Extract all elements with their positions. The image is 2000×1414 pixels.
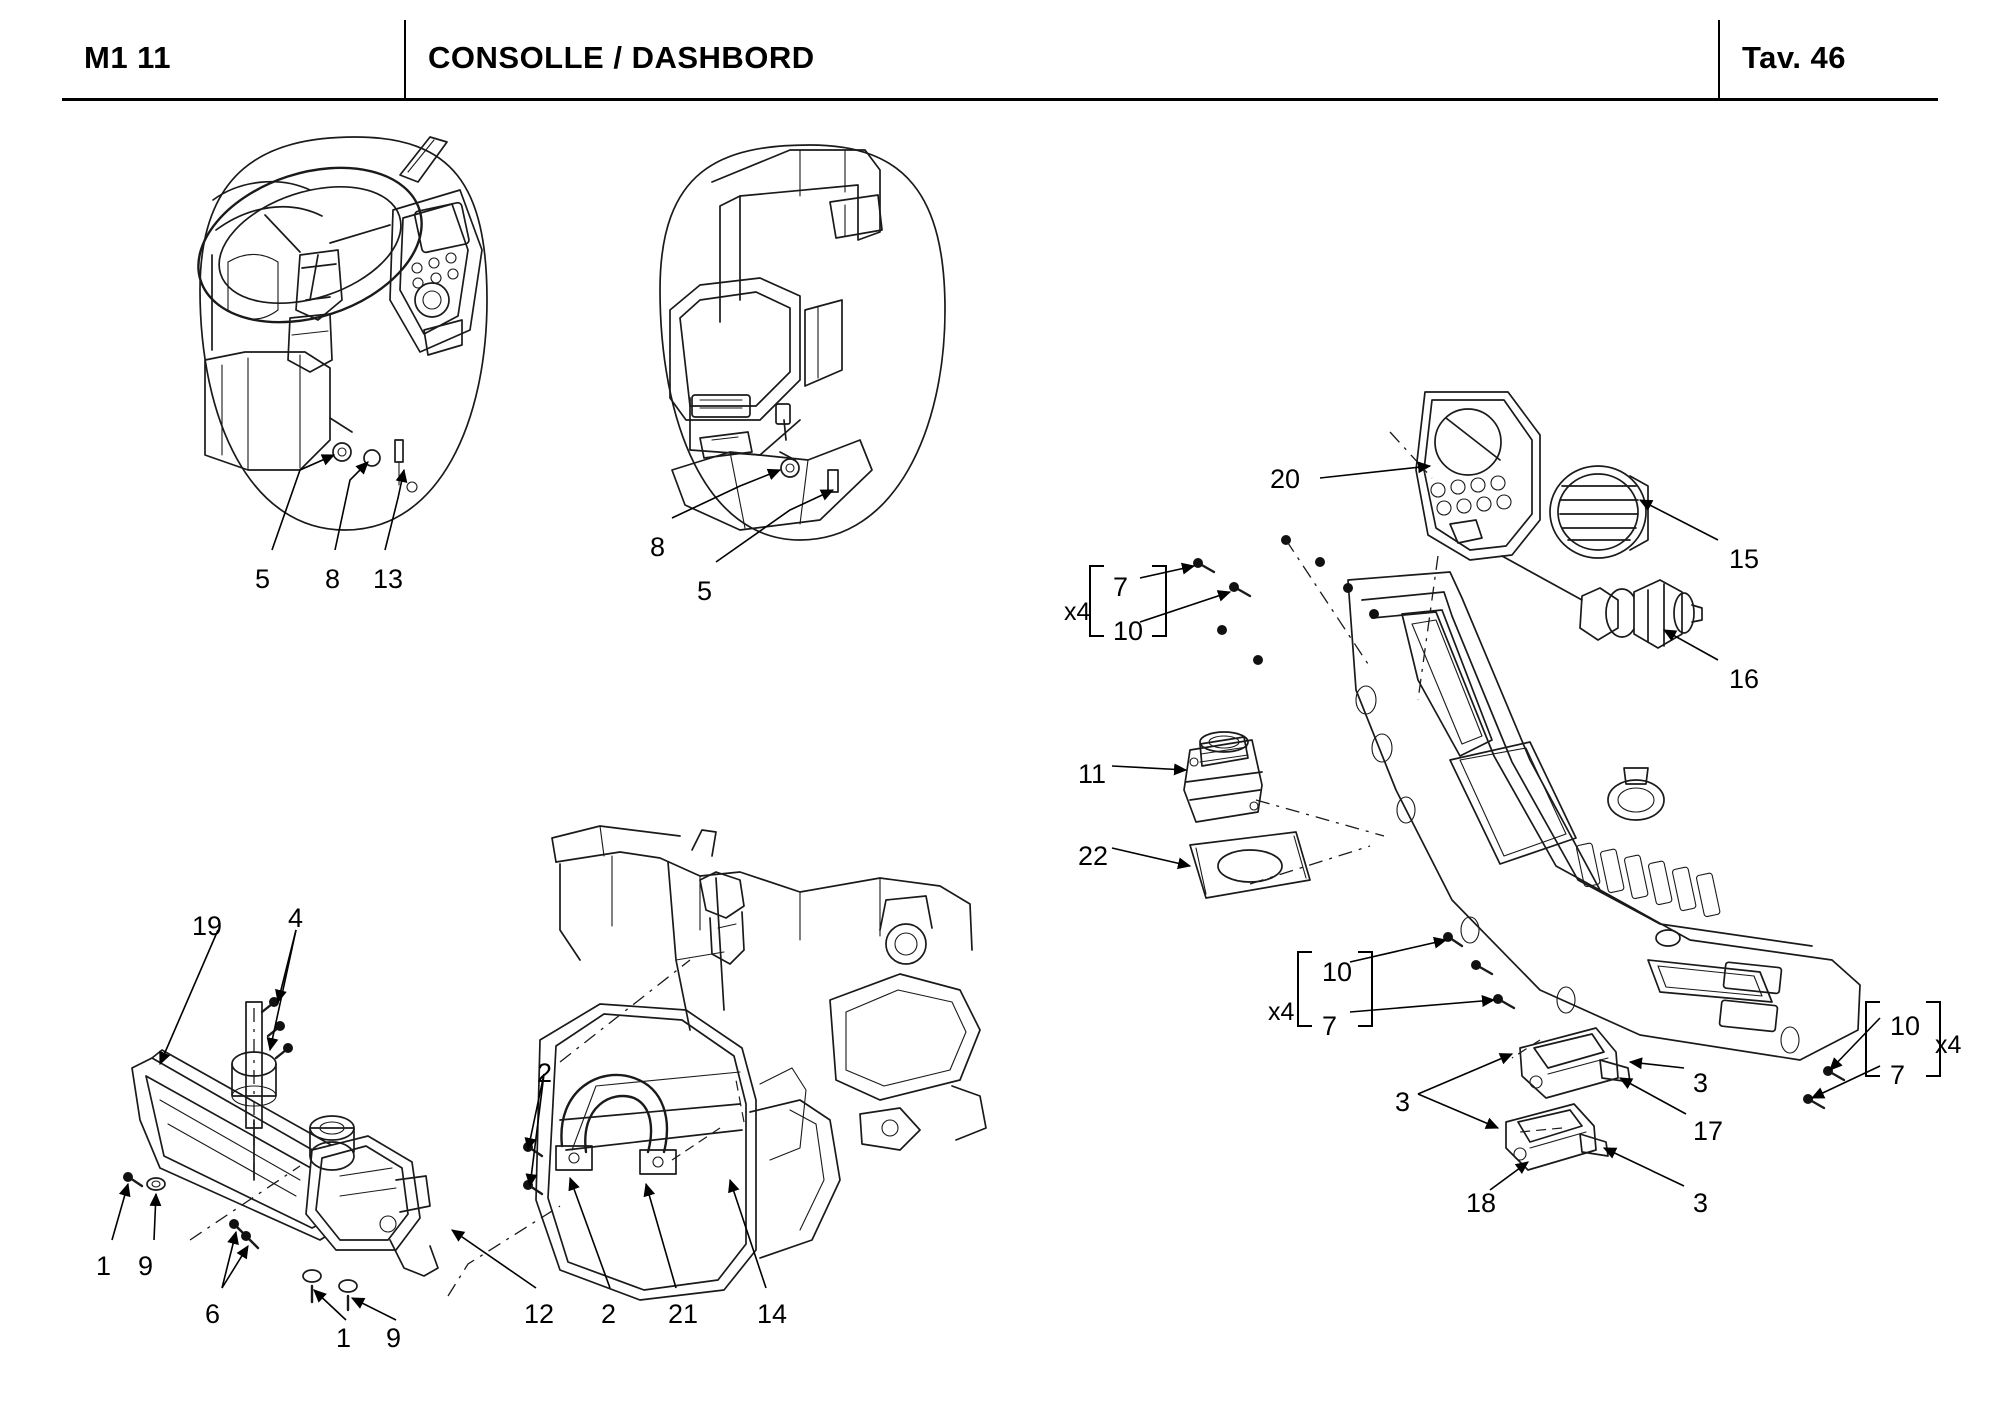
callout-3b: 3 — [1693, 1068, 1709, 1098]
callout-11: 11 — [1078, 759, 1107, 789]
quantity-x4-top: x4 — [1064, 598, 1091, 626]
callout-10b: 10 — [1322, 957, 1353, 987]
callout-3c: 3 — [1693, 1188, 1709, 1218]
callout-1b: 1 — [336, 1323, 352, 1353]
callout-17: 17 — [1693, 1116, 1724, 1146]
detail-view-cabin-interior — [660, 145, 945, 540]
callout-20: 20 — [1270, 464, 1301, 494]
page-title: CONSOLLE / DASHBORD — [428, 40, 815, 75]
header-plate-number: Tav. 46 — [1742, 40, 1847, 75]
callout-9b: 9 — [386, 1323, 402, 1353]
callout-3a: 3 — [1395, 1087, 1411, 1117]
callout-6: 6 — [205, 1299, 221, 1329]
part-21-grab-handle — [556, 1075, 676, 1174]
part-18-latch-assembly — [1506, 1104, 1608, 1170]
callout-19: 19 — [192, 911, 223, 941]
callout-7b: 7 — [1322, 1011, 1338, 1041]
console-body — [1348, 572, 1860, 1060]
callout-16: 16 — [1729, 664, 1760, 694]
pedal-support-exploded-view — [123, 960, 744, 1310]
quantity-x4-right: x4 — [1935, 1031, 1962, 1059]
callout-21: 21 — [668, 1299, 699, 1329]
callout-8b: 8 — [650, 532, 666, 562]
callout-8a: 8 — [325, 564, 341, 594]
callout-22: 22 — [1078, 841, 1109, 871]
part-11-gear-boot — [1184, 732, 1262, 822]
callout-10a: 10 — [1113, 616, 1144, 646]
header-code: M1 11 — [84, 40, 171, 75]
part-22-gasket-plate — [1190, 832, 1310, 898]
floor-fastener-group-detail-1 — [330, 418, 417, 492]
callout-10c: 10 — [1890, 1011, 1921, 1041]
callout-5a: 5 — [255, 564, 271, 594]
part-15-fuel-cap — [1550, 466, 1648, 558]
callout-7a: 7 — [1113, 572, 1129, 602]
console-exploded-view — [1184, 392, 1860, 1170]
part-20-dash-panel — [1416, 392, 1540, 560]
vehicle-cab-view — [536, 826, 986, 1300]
callout-18: 18 — [1466, 1188, 1497, 1218]
callout-12: 12 — [524, 1299, 555, 1329]
callout-15: 15 — [1729, 544, 1760, 574]
steering-valve-body — [306, 1116, 438, 1276]
callout-5b: 5 — [697, 576, 713, 606]
callout-4: 4 — [288, 903, 304, 933]
callout-1a: 1 — [96, 1251, 112, 1281]
instrument-cluster-detail — [390, 137, 482, 355]
quantity-x4-mid: x4 — [1268, 998, 1295, 1026]
detail-view-steering-column — [178, 137, 487, 530]
callout-2b: 2 — [601, 1299, 617, 1329]
callout-13: 13 — [373, 564, 404, 594]
callout-9a: 9 — [138, 1251, 154, 1281]
callout-2a: 2 — [537, 1058, 553, 1088]
fasteners-group-10-7-right — [1803, 1066, 1844, 1108]
callout-7c: 7 — [1890, 1060, 1906, 1090]
callout-14: 14 — [757, 1299, 788, 1329]
leader-lines-detail-2 — [672, 470, 833, 562]
part-17-latch-assembly — [1520, 1028, 1630, 1098]
